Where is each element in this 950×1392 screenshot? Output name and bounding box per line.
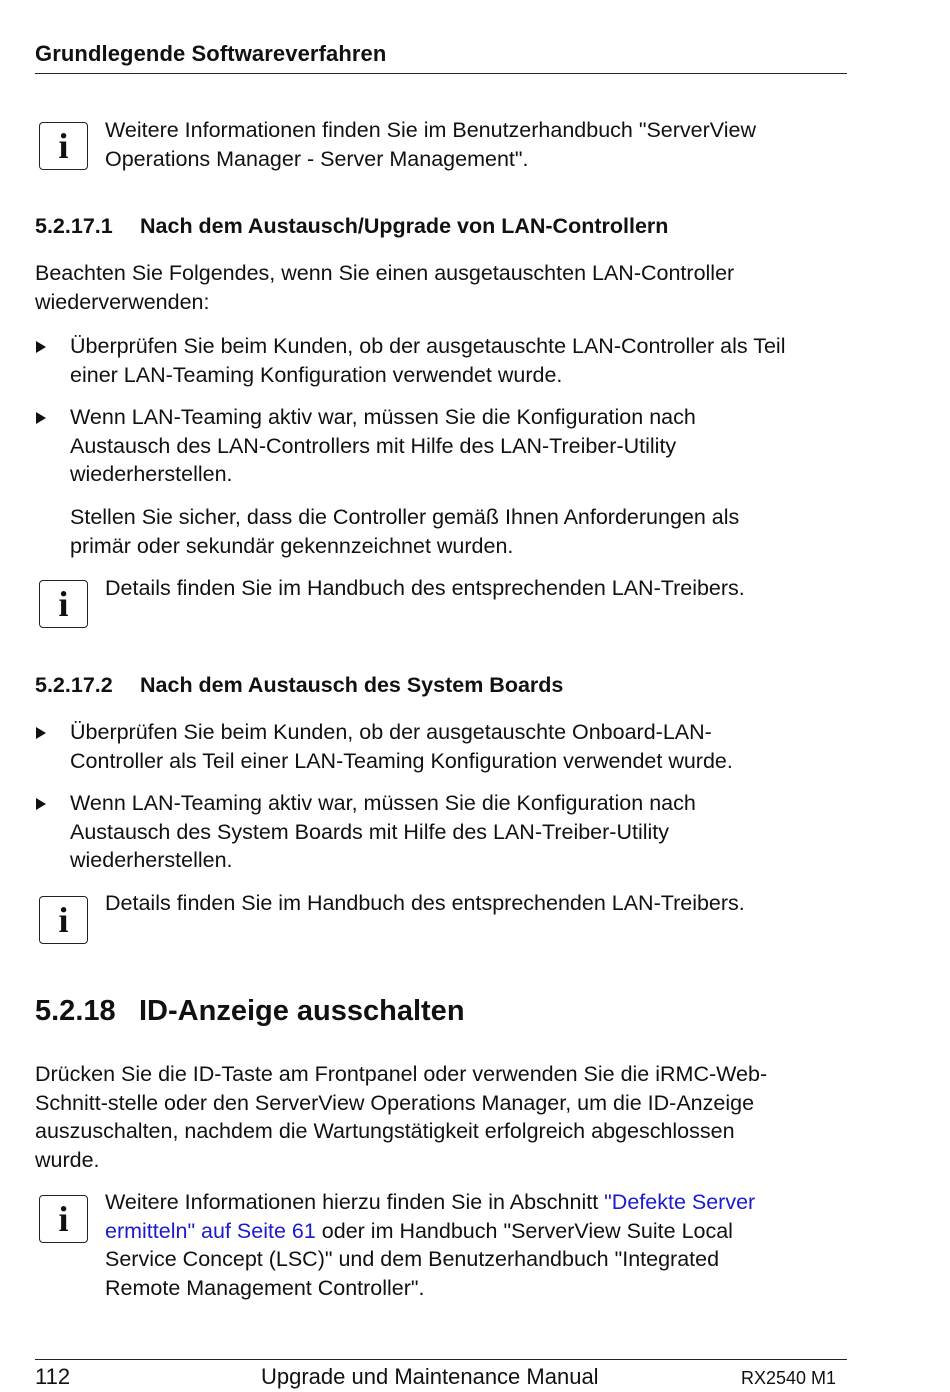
page-number: 112 [35, 1364, 71, 1389]
section-number: 5.2.18 [35, 995, 116, 1027]
list-item: Überprüfen Sie beim Kunden, ob der ausgetauschte LAN-Controller als Teil einer LAN-Teaming Konfiguration verwendet wurde. [70, 334, 786, 387]
section-3-body: Drücken Sie die ID-Taste am Frontpanel oder verwenden Sie die iRMC-Web- Schnitt-stelle oder den ServerView Operations Manager, um die ID-Anzeige auszuschalten, nachdem die Wartungstätigkeit erfolgreich abgeschlossen wurde. [35, 1062, 768, 1172]
section-1-followup: Stellen Sie sicher, dass die Controller gemäß Ihnen Anforderungen als primär oder sekundär gekennzeichnet wurden. [70, 505, 740, 558]
info-icon: i [39, 122, 88, 170]
section-title: Nach dem Austausch/Upgrade von LAN-Controllern [140, 214, 669, 238]
list-item: Wenn LAN-Teaming aktiv war, müssen Sie die Konfiguration nach Austausch des LAN-Controllers mit Hilfe des LAN-Treiber-Utility wiederherstellen. [70, 405, 696, 487]
bullet-arrow-icon [36, 412, 46, 424]
header-rule [35, 73, 847, 74]
info-icon: i [39, 1195, 88, 1243]
section-1-intro: Beachten Sie Folgendes, wenn Sie einen ausgetauschten LAN-Controller wiederverwenden: [35, 261, 735, 314]
section-heading-5-2-18 [35, 995, 465, 1028]
note-top: Weitere Informationen finden Sie im Benutzerhandbuch "ServerView Operations Manager - Server Management". [105, 118, 757, 171]
info-icon: i [39, 896, 88, 944]
list-item: Überprüfen Sie beim Kunden, ob der ausgetauschte Onboard-LAN- Controller als Teil einer LAN-Teaming Konfiguration verwendet wurde. [70, 720, 733, 773]
list-item: Wenn LAN-Teaming aktiv war, müssen Sie die Konfiguration nach Austausch des System Boards mit Hilfe des LAN-Treiber-Utility wiederherstellen. [70, 791, 696, 873]
running-header: Grundlegende Softwareverfahren [35, 41, 387, 66]
section-title: Nach dem Austausch des System Boards [140, 673, 564, 697]
section-heading-5-2-17-1 [35, 214, 668, 239]
cross-reference-link[interactable]: ermitteln" auf Seite 61 [105, 1218, 316, 1243]
section-3-note: Weitere Informationen hierzu finden Sie in Abschnitt "Defekte Server ermitteln" auf Seite 61 oder im Handbuch "ServerView Suite Local Service Concept (LSC)" und dem Benutzerhandbuch "Integrated Remote Management Controller". [105, 1190, 756, 1300]
info-icon: i [39, 580, 88, 628]
section-number: 5.2.17.1 [35, 214, 113, 238]
model-name: RX2540 M1 [741, 1368, 837, 1388]
section-2-note: Details finden Sie im Handbuch des entsprechenden LAN-Treibers. [105, 891, 745, 915]
bullet-arrow-icon [36, 341, 46, 353]
cross-reference-link[interactable]: "Defekte Server [604, 1190, 756, 1214]
section-heading-5-2-17-2 [35, 673, 563, 698]
section-title: ID-Anzeige ausschalten [139, 995, 465, 1027]
bullet-arrow-icon [36, 727, 46, 739]
bullet-arrow-icon [36, 798, 46, 810]
footer-rule [35, 1359, 847, 1360]
section-number: 5.2.17.2 [35, 673, 113, 697]
section-1-note: Details finden Sie im Handbuch des entsprechenden LAN-Treibers. [105, 576, 745, 600]
manual-title: Upgrade und Maintenance Manual [261, 1364, 599, 1389]
